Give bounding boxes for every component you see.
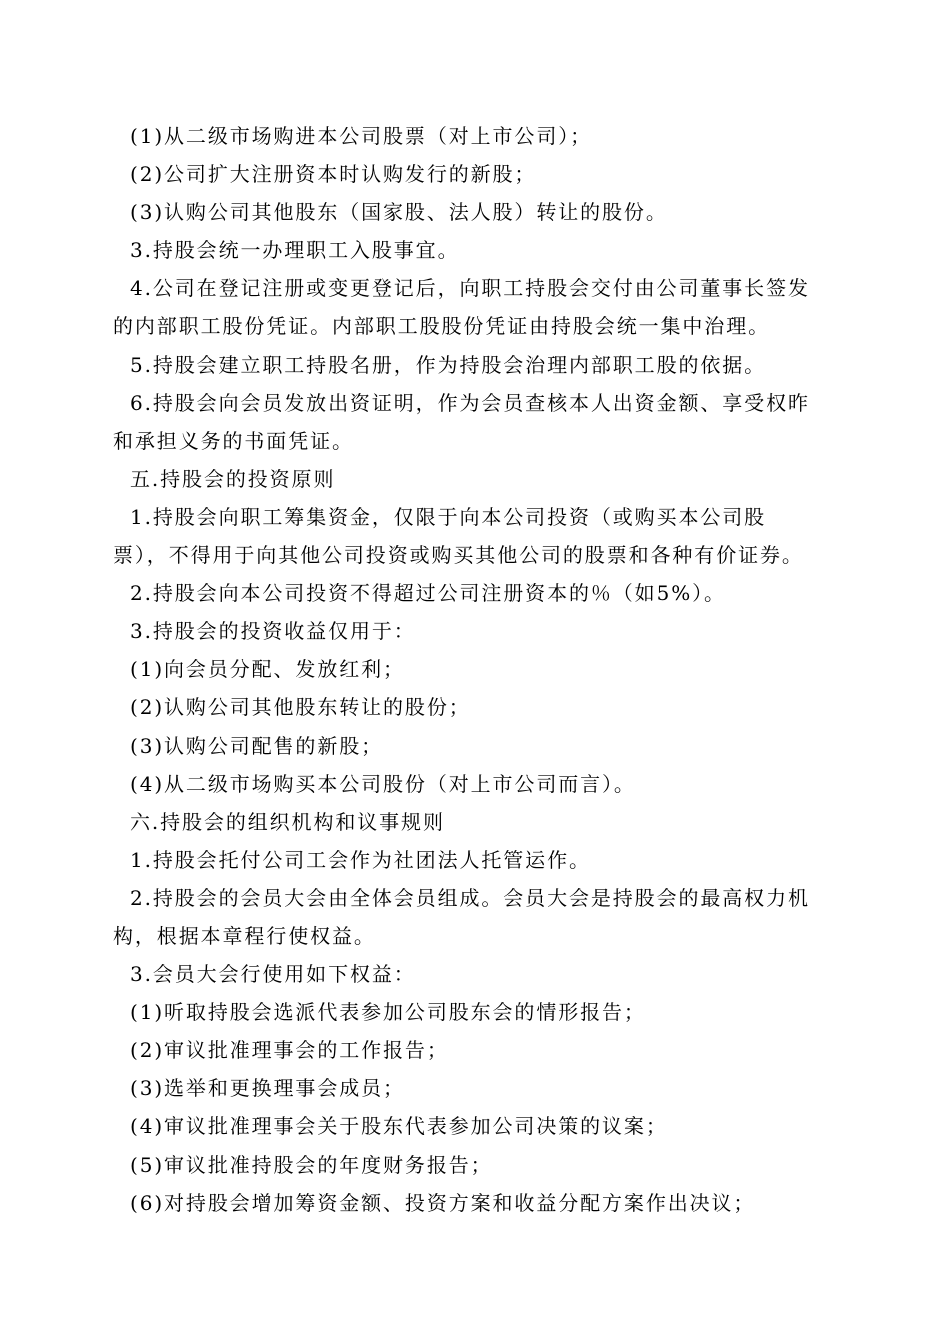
- text-line: 和承担义务的书面凭证。: [113, 428, 354, 453]
- text-line: 的内部职工股份凭证。内部职工股股份凭证由持股会统一集中治理。: [113, 314, 770, 339]
- text-line: (6)对持股会增加筹资金额、投资方案和收益分配方案作出决议；: [130, 1190, 756, 1215]
- text-line: (1)从二级市场购进本公司股票（对上市公司）；: [130, 124, 593, 148]
- text-line: (1)向会员分配、发放红利；: [130, 657, 405, 682]
- text-line: 票），不得用于向其他公司投资或购买其他公司的股票和各种有价证券。: [113, 543, 804, 568]
- text-line: (5)审议批准持股会的年度财务报告；: [130, 1152, 493, 1177]
- text-line: 六.持股会的组织机构和议事规则: [130, 809, 445, 834]
- text-line: 3.持股会的投资收益仅用于：: [130, 619, 416, 644]
- text-line: (2)公司扩大注册资本时认购发行的新股；: [130, 162, 537, 187]
- text-line: 3.持股会统一办理职工入股事宜。: [130, 238, 460, 263]
- text-line: 五.持股会的投资原则: [130, 466, 336, 491]
- text-line: 2.持股会的会员大会由全体会员组成。会员大会是持股会的最高权力机: [130, 885, 810, 910]
- text-line: 3.会员大会行使用如下权益：: [130, 962, 416, 987]
- text-line: (4)审议批准理事会关于股东代表参加公司决策的议案；: [130, 1114, 668, 1139]
- text-line: 1.持股会向职工筹集资金，仅限于向本公司投资（或购买本公司股: [130, 504, 767, 529]
- text-line: (4)从二级市场购买本公司股份（对上市公司而言）。: [130, 771, 636, 796]
- text-line: 5.持股会建立职工持股名册，作为持股会治理内部职工股的依据。: [130, 352, 767, 377]
- text-line: (1)听取持股会选派代表参加公司股东会的情形报告；: [130, 1000, 646, 1025]
- document-body: [113, 117, 833, 1222]
- text-line: 4.公司在登记注册或变更登记后，向职工持股会交付由公司董事长签发: [130, 276, 810, 301]
- text-line: (3)认购公司配售的新股；: [130, 733, 384, 758]
- text-line: 1.持股会托付公司工会作为社团法人托管运作。: [130, 847, 591, 872]
- text-line: 构，根据本章程行使权益。: [113, 923, 376, 948]
- text-line: (3)认购公司其他股东（国家股、法人股）转让的股份。: [130, 200, 668, 225]
- text-line: (2)审议批准理事会的工作报告；: [130, 1038, 449, 1063]
- text-line: 6.持股会向会员发放出资证明，作为会员查核本人出资金额、享受权昨: [130, 390, 810, 415]
- text-line: 2.持股会向本公司投资不得超过公司注册资本的％（如5%）。: [130, 581, 726, 606]
- text-line: (2)认购公司其他股东转让的股份；: [130, 695, 471, 720]
- text-line: (3)选举和更换理事会成员；: [130, 1076, 405, 1101]
